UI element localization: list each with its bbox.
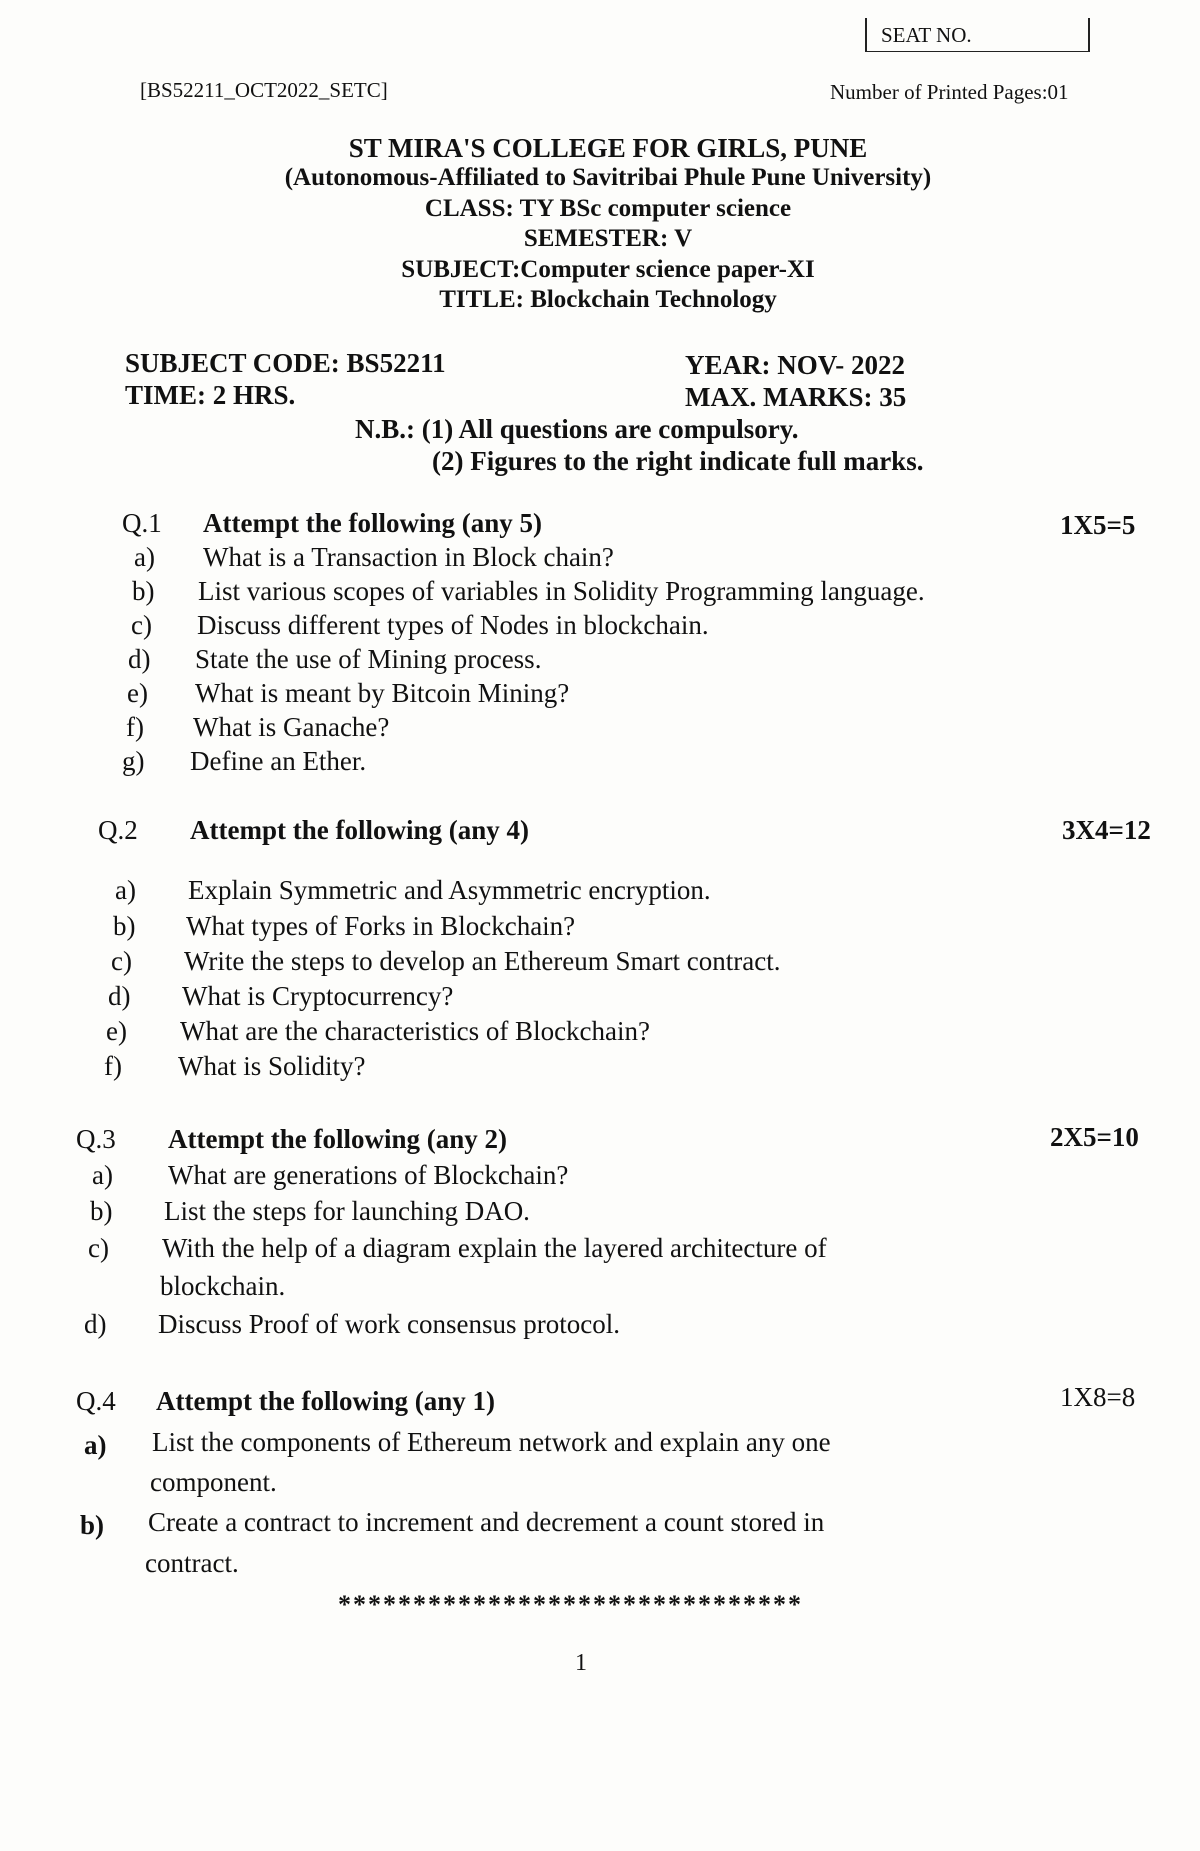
exam-year: YEAR: NOV- 2022 <box>685 350 905 380</box>
question-item: List various scopes of variables in Solidity Programming language. <box>198 576 925 606</box>
question-marks: 2X5=10 <box>1050 1122 1139 1152</box>
question-number: Q.3 <box>76 1124 116 1154</box>
note-2: (2) Figures to the right indicate full marks. <box>432 446 924 476</box>
question-item: What types of Forks in Blockchain? <box>186 911 576 941</box>
question-marks: 1X8=8 <box>1060 1382 1136 1412</box>
item-letter: c) <box>88 1233 109 1263</box>
question-item: List the steps for launching DAO. <box>164 1196 530 1226</box>
subject-code: SUBJECT CODE: BS52211 <box>125 348 446 378</box>
item-letter: g) <box>122 746 145 776</box>
item-letter: a) <box>115 875 136 905</box>
item-letter: a) <box>92 1160 113 1190</box>
question-marks: 3X4=12 <box>1062 815 1151 845</box>
question-item-continuation: component. <box>150 1467 277 1497</box>
exam-time: TIME: 2 HRS. <box>125 380 296 410</box>
end-of-paper-stars: ******************************* <box>338 1590 803 1619</box>
question-item: Discuss Proof of work consensus protocol. <box>158 1309 620 1339</box>
item-letter: e) <box>127 678 148 708</box>
item-letter: b) <box>80 1510 105 1540</box>
question-marks: 1X5=5 <box>1060 510 1136 540</box>
item-letter: b) <box>90 1196 113 1226</box>
item-letter: d) <box>128 644 151 674</box>
question-item: What are the characteristics of Blockchain? <box>180 1016 651 1046</box>
question-item-continuation: contract. <box>145 1548 239 1578</box>
item-letter: e) <box>106 1016 127 1046</box>
subject-line: SUBJECT:Computer science paper-XI <box>401 256 815 283</box>
question-title: Attempt the following (any 2) <box>168 1124 507 1154</box>
paper-code: [BS52211_OCT2022_SETC] <box>140 78 388 102</box>
question-item: State the use of Mining process. <box>195 644 542 674</box>
question-item: Write the steps to develop an Ethereum Smart contract. <box>184 946 781 976</box>
item-letter: c) <box>111 946 132 976</box>
item-letter: b) <box>113 911 136 941</box>
question-title: Attempt the following (any 5) <box>203 508 542 538</box>
question-number: Q.1 <box>122 508 162 538</box>
question-item: What is Solidity? <box>178 1051 366 1081</box>
question-item: What is Ganache? <box>193 712 390 742</box>
question-item: What are generations of Blockchain? <box>168 1160 569 1190</box>
question-item: Create a contract to increment and decrement a count stored in <box>148 1507 825 1537</box>
question-title: Attempt the following (any 4) <box>190 815 529 845</box>
item-letter: c) <box>131 610 152 640</box>
college-name: ST MIRA'S COLLEGE FOR GIRLS, PUNE <box>348 133 868 163</box>
item-letter: f) <box>126 712 144 742</box>
question-item: With the help of a diagram explain the layered architecture of <box>162 1233 827 1263</box>
question-item: What is a Transaction in Block chain? <box>203 542 614 572</box>
question-item: What is Cryptocurrency? <box>182 981 454 1011</box>
question-item: List the components of Ethereum network and explain any one <box>152 1427 831 1457</box>
printed-pages: Number of Printed Pages:01 <box>830 80 1069 104</box>
max-marks: MAX. MARKS: 35 <box>685 382 907 412</box>
item-letter: d) <box>108 981 131 1011</box>
class-line: CLASS: TY BSc computer science <box>424 195 792 222</box>
question-item: What is meant by Bitcoin Mining? <box>195 678 570 708</box>
question-item: Define an Ether. <box>190 746 367 776</box>
item-letter: b) <box>132 576 155 606</box>
title-line: TITLE: Blockchain Technology <box>439 286 777 313</box>
item-letter: d) <box>84 1309 107 1339</box>
item-letter: a) <box>134 542 155 572</box>
page-number: 1 <box>575 1650 587 1676</box>
item-letter: a) <box>84 1430 107 1460</box>
question-item: Discuss different types of Nodes in blockchain. <box>197 610 709 640</box>
item-letter: f) <box>104 1051 122 1081</box>
note-1: N.B.: (1) All questions are compulsory. <box>355 414 799 444</box>
question-title: Attempt the following (any 1) <box>156 1386 495 1416</box>
question-number: Q.2 <box>98 815 138 845</box>
semester-line: SEMESTER: V <box>523 225 693 252</box>
question-item-continuation: blockchain. <box>160 1271 286 1301</box>
seat-number-box: SEAT NO. <box>865 18 1090 52</box>
question-item: Explain Symmetric and Asymmetric encryption. <box>188 875 711 905</box>
question-number: Q.4 <box>76 1386 116 1416</box>
affiliation: (Autonomous-Affiliated to Savitribai Phule Pune University) <box>284 164 932 191</box>
